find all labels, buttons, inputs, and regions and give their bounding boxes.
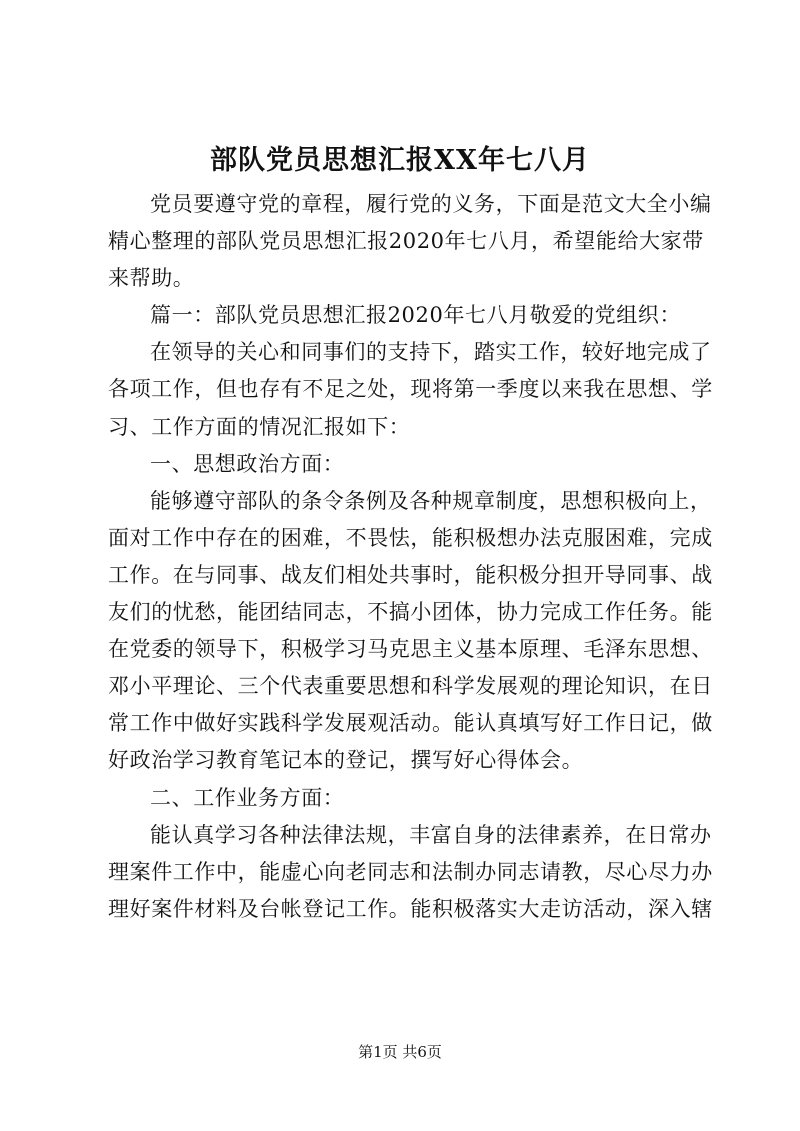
document-title: 部队党员思想汇报XX年七八月 bbox=[210, 145, 590, 176]
text-line: 能够遵守部队的条令条例及各种规章制度，思想积极向上， bbox=[150, 488, 712, 513]
text-line: 篇一：部队党员思想汇报2020年七八月敬爱的党组织： bbox=[150, 303, 682, 328]
text-line: 友们的忧愁，能团结同志，不搞小团体，协力完成工作任务。能 bbox=[108, 600, 713, 625]
text-line: 习、工作方面的情况汇报如下： bbox=[108, 414, 411, 439]
text-line: 理好案件材料及台帐登记工作。能积极落实大走访活动，深入辖 bbox=[108, 896, 713, 921]
page-footer: 第1页 共6页 bbox=[358, 1043, 442, 1061]
text-line: 理案件工作中，能虚心向老同志和法制办同志请教，尽心尽力办 bbox=[108, 859, 713, 884]
text-line: 在党委的领导下，积极学习马克思主义基本原理、毛泽东思想、 bbox=[108, 637, 713, 662]
text-line: 精心整理的部队党员思想汇报2020年七八月，希望能给大家带 bbox=[108, 229, 704, 254]
text-line: 邓小平理论、三个代表重要思想和科学发展观的理论知识，在日 bbox=[108, 674, 713, 699]
text-line: 二、工作业务方面： bbox=[150, 785, 345, 810]
text-line: 常工作中做好实践科学发展观活动。能认真填写好工作日记，做 bbox=[108, 711, 713, 736]
text-line: 来帮助。 bbox=[108, 266, 195, 291]
text-line: 面对工作中存在的困难，不畏怯，能积极想办法克服困难，完成 bbox=[108, 525, 713, 550]
text-line: 工作。在与同事、战友们相处共事时，能积极分担开导同事、战 bbox=[108, 562, 713, 587]
text-line: 党员要遵守党的章程，履行党的义务，下面是范文大全小编 bbox=[150, 192, 712, 216]
text-line: 能认真学习各种法律法规，丰富自身的法律素养，在日常办 bbox=[150, 822, 712, 847]
text-line: 一、思想政治方面： bbox=[150, 451, 345, 476]
text-line: 好政治学习教育笔记本的登记，撰写好心得体会。 bbox=[108, 748, 584, 773]
document-body bbox=[108, 186, 713, 928]
text-line: 各项工作，但也存有不足之处，现将第一季度以来我在思想、学 bbox=[108, 377, 713, 402]
text-line: 在领导的关心和同事们的支持下，踏实工作，较好地完成了 bbox=[150, 340, 712, 365]
